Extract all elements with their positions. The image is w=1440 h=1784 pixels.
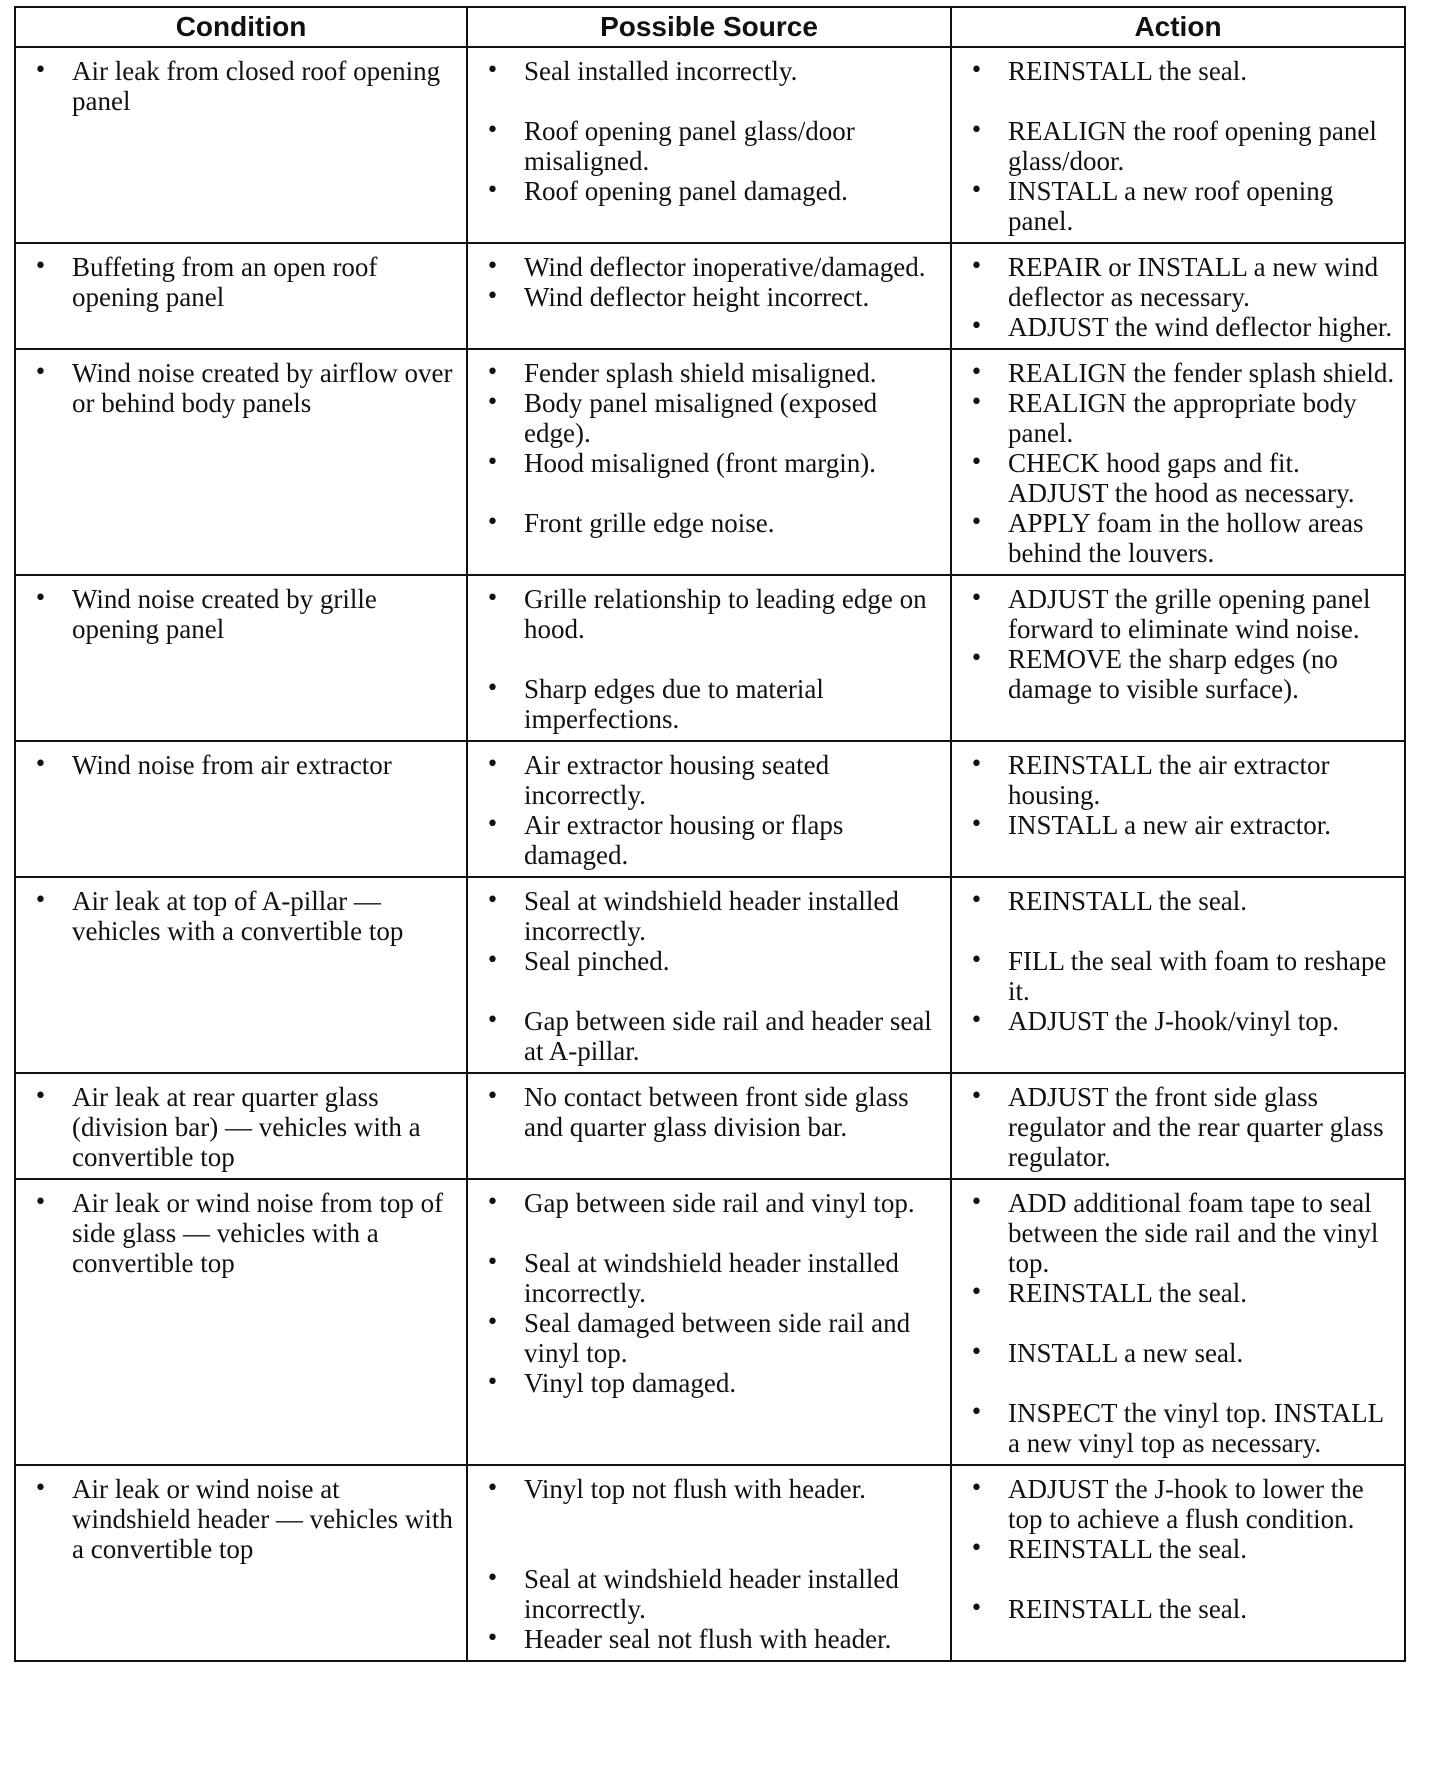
source-cell [467, 741, 951, 877]
condition-cell [15, 741, 467, 877]
table-row [15, 741, 1405, 877]
source-item: • Air extractor housing seated incorrectly. [478, 750, 942, 810]
action-item: • ADJUST the wind deflector higher. [962, 312, 1396, 342]
action-item: • ADJUST the J-hook to lower the top to achieve a flush condition. [962, 1474, 1396, 1534]
source-item: • Seal at windshield header installed incorrectly. [478, 1564, 942, 1624]
source-cell [467, 1465, 951, 1661]
condition-text: • Wind noise from air extractor [26, 750, 458, 780]
condition-text: • Buffeting from an open roof opening panel [26, 252, 458, 312]
source-cell [467, 349, 951, 575]
action-cell [951, 349, 1405, 575]
source-item: • Vinyl top not flush with header. [478, 1474, 942, 1504]
action-item: • ADJUST the front side glass regulator and the rear quarter glass regulator. [962, 1082, 1396, 1172]
action-item: • REPAIR or INSTALL a new wind deflector as necessary. [962, 252, 1396, 312]
action-item: • REINSTALL the seal. [962, 886, 1396, 916]
table-row [15, 47, 1405, 243]
source-item: • Body panel misaligned (exposed edge). [478, 388, 942, 448]
action-item: • REMOVE the sharp edges (no damage to visible surface). [962, 644, 1396, 704]
action-cell [951, 877, 1405, 1073]
condition-cell [15, 349, 467, 575]
source-item: • Header seal not flush with header. [478, 1624, 942, 1654]
action-cell [951, 47, 1405, 243]
source-item: • Hood misaligned (front margin). [478, 448, 942, 478]
source-item: • Wind deflector height incorrect. [478, 282, 942, 312]
source-item: • Roof opening panel damaged. [478, 176, 942, 206]
condition-text: • Air leak or wind noise at windshield header — vehicles with a convertible top [26, 1474, 458, 1564]
action-item: • INSTALL a new seal. [962, 1338, 1396, 1368]
source-cell [467, 877, 951, 1073]
source-cell [467, 575, 951, 741]
source-item: • Roof opening panel glass/door misaligned. [478, 116, 942, 176]
condition-cell [15, 1073, 467, 1179]
action-item: • REINSTALL the seal. [962, 1278, 1396, 1308]
action-item: • INSPECT the vinyl top. INSTALL a new vinyl top as necessary. [962, 1398, 1396, 1458]
source-item: • Seal at windshield header installed incorrectly. [478, 1248, 942, 1308]
condition-text: • Air leak or wind noise from top of side glass — vehicles with a convertible top [26, 1188, 458, 1278]
source-item: • No contact between front side glass and quarter glass division bar. [478, 1082, 942, 1142]
source-item: • Front grille edge noise. [478, 508, 942, 538]
action-item: • REINSTALL the seal. [962, 1534, 1396, 1564]
action-cell [951, 243, 1405, 349]
action-item: • INSTALL a new air extractor. [962, 810, 1396, 840]
condition-cell [15, 877, 467, 1073]
condition-cell [15, 47, 467, 243]
action-item: • ADJUST the J-hook/vinyl top. [962, 1006, 1396, 1036]
source-item: • Grille relationship to leading edge on hood. [478, 584, 942, 644]
condition-text: • Air leak at top of A-pillar — vehicles with a convertible top [26, 886, 458, 946]
action-item: • ADJUST the grille opening panel forward to eliminate wind noise. [962, 584, 1396, 644]
source-item: • Gap between side rail and header seal at A-pillar. [478, 1006, 942, 1066]
source-cell [467, 47, 951, 243]
source-cell [467, 1073, 951, 1179]
action-item: • APPLY foam in the hollow areas behind the louvers. [962, 508, 1396, 568]
action-item: • REALIGN the fender splash shield. [962, 358, 1396, 388]
table-row [15, 243, 1405, 349]
condition-cell [15, 1465, 467, 1661]
troubleshooting-table [14, 6, 1406, 1662]
action-item: • ADD additional foam tape to seal between the side rail and the vinyl top. [962, 1188, 1396, 1278]
condition-cell [15, 1179, 467, 1465]
action-cell [951, 1073, 1405, 1179]
source-item: • Sharp edges due to material imperfections. [478, 674, 942, 734]
source-item: • Vinyl top damaged. [478, 1368, 942, 1398]
action-item: • REINSTALL the seal. [962, 56, 1396, 86]
action-cell [951, 1465, 1405, 1661]
header-action: Action [951, 7, 1405, 47]
table-row [15, 575, 1405, 741]
action-item: • REINSTALL the seal. [962, 1594, 1396, 1624]
action-item: • FILL the seal with foam to reshape it. [962, 946, 1396, 1006]
source-item: • Seal installed incorrectly. [478, 56, 942, 86]
action-item: • REINSTALL the air extractor housing. [962, 750, 1396, 810]
action-cell [951, 741, 1405, 877]
source-item: • Air extractor housing or flaps damaged. [478, 810, 942, 870]
source-item: • Fender splash shield misaligned. [478, 358, 942, 388]
condition-text: • Air leak from closed roof opening panel [26, 56, 458, 116]
table-row [15, 877, 1405, 1073]
table-row [15, 1465, 1405, 1661]
source-item: • Seal damaged between side rail and vinyl top. [478, 1308, 942, 1368]
source-item: • Seal pinched. [478, 946, 942, 976]
source-item: • Seal at windshield header installed incorrectly. [478, 886, 942, 946]
action-item: • CHECK hood gaps and fit. ADJUST the hood as necessary. [962, 448, 1396, 508]
header-row [15, 7, 1405, 47]
action-item: • INSTALL a new roof opening panel. [962, 176, 1396, 236]
condition-cell [15, 243, 467, 349]
condition-text: • Wind noise created by grille opening panel [26, 584, 458, 644]
condition-text: • Air leak at rear quarter glass (division bar) — vehicles with a convertible top [26, 1082, 458, 1172]
source-cell [467, 1179, 951, 1465]
header-condition: Condition [15, 7, 467, 47]
table-row [15, 1073, 1405, 1179]
header-possible-source: Possible Source [467, 7, 951, 47]
table-row [15, 349, 1405, 575]
condition-cell [15, 575, 467, 741]
condition-text: • Wind noise created by airflow over or behind body panels [26, 358, 458, 418]
table-row [15, 1179, 1405, 1465]
source-item: • Gap between side rail and vinyl top. [478, 1188, 942, 1218]
source-cell [467, 243, 951, 349]
action-item: • REALIGN the appropriate body panel. [962, 388, 1396, 448]
action-cell [951, 575, 1405, 741]
action-cell [951, 1179, 1405, 1465]
action-item: • REALIGN the roof opening panel glass/door. [962, 116, 1396, 176]
source-item: • Wind deflector inoperative/damaged. [478, 252, 942, 282]
